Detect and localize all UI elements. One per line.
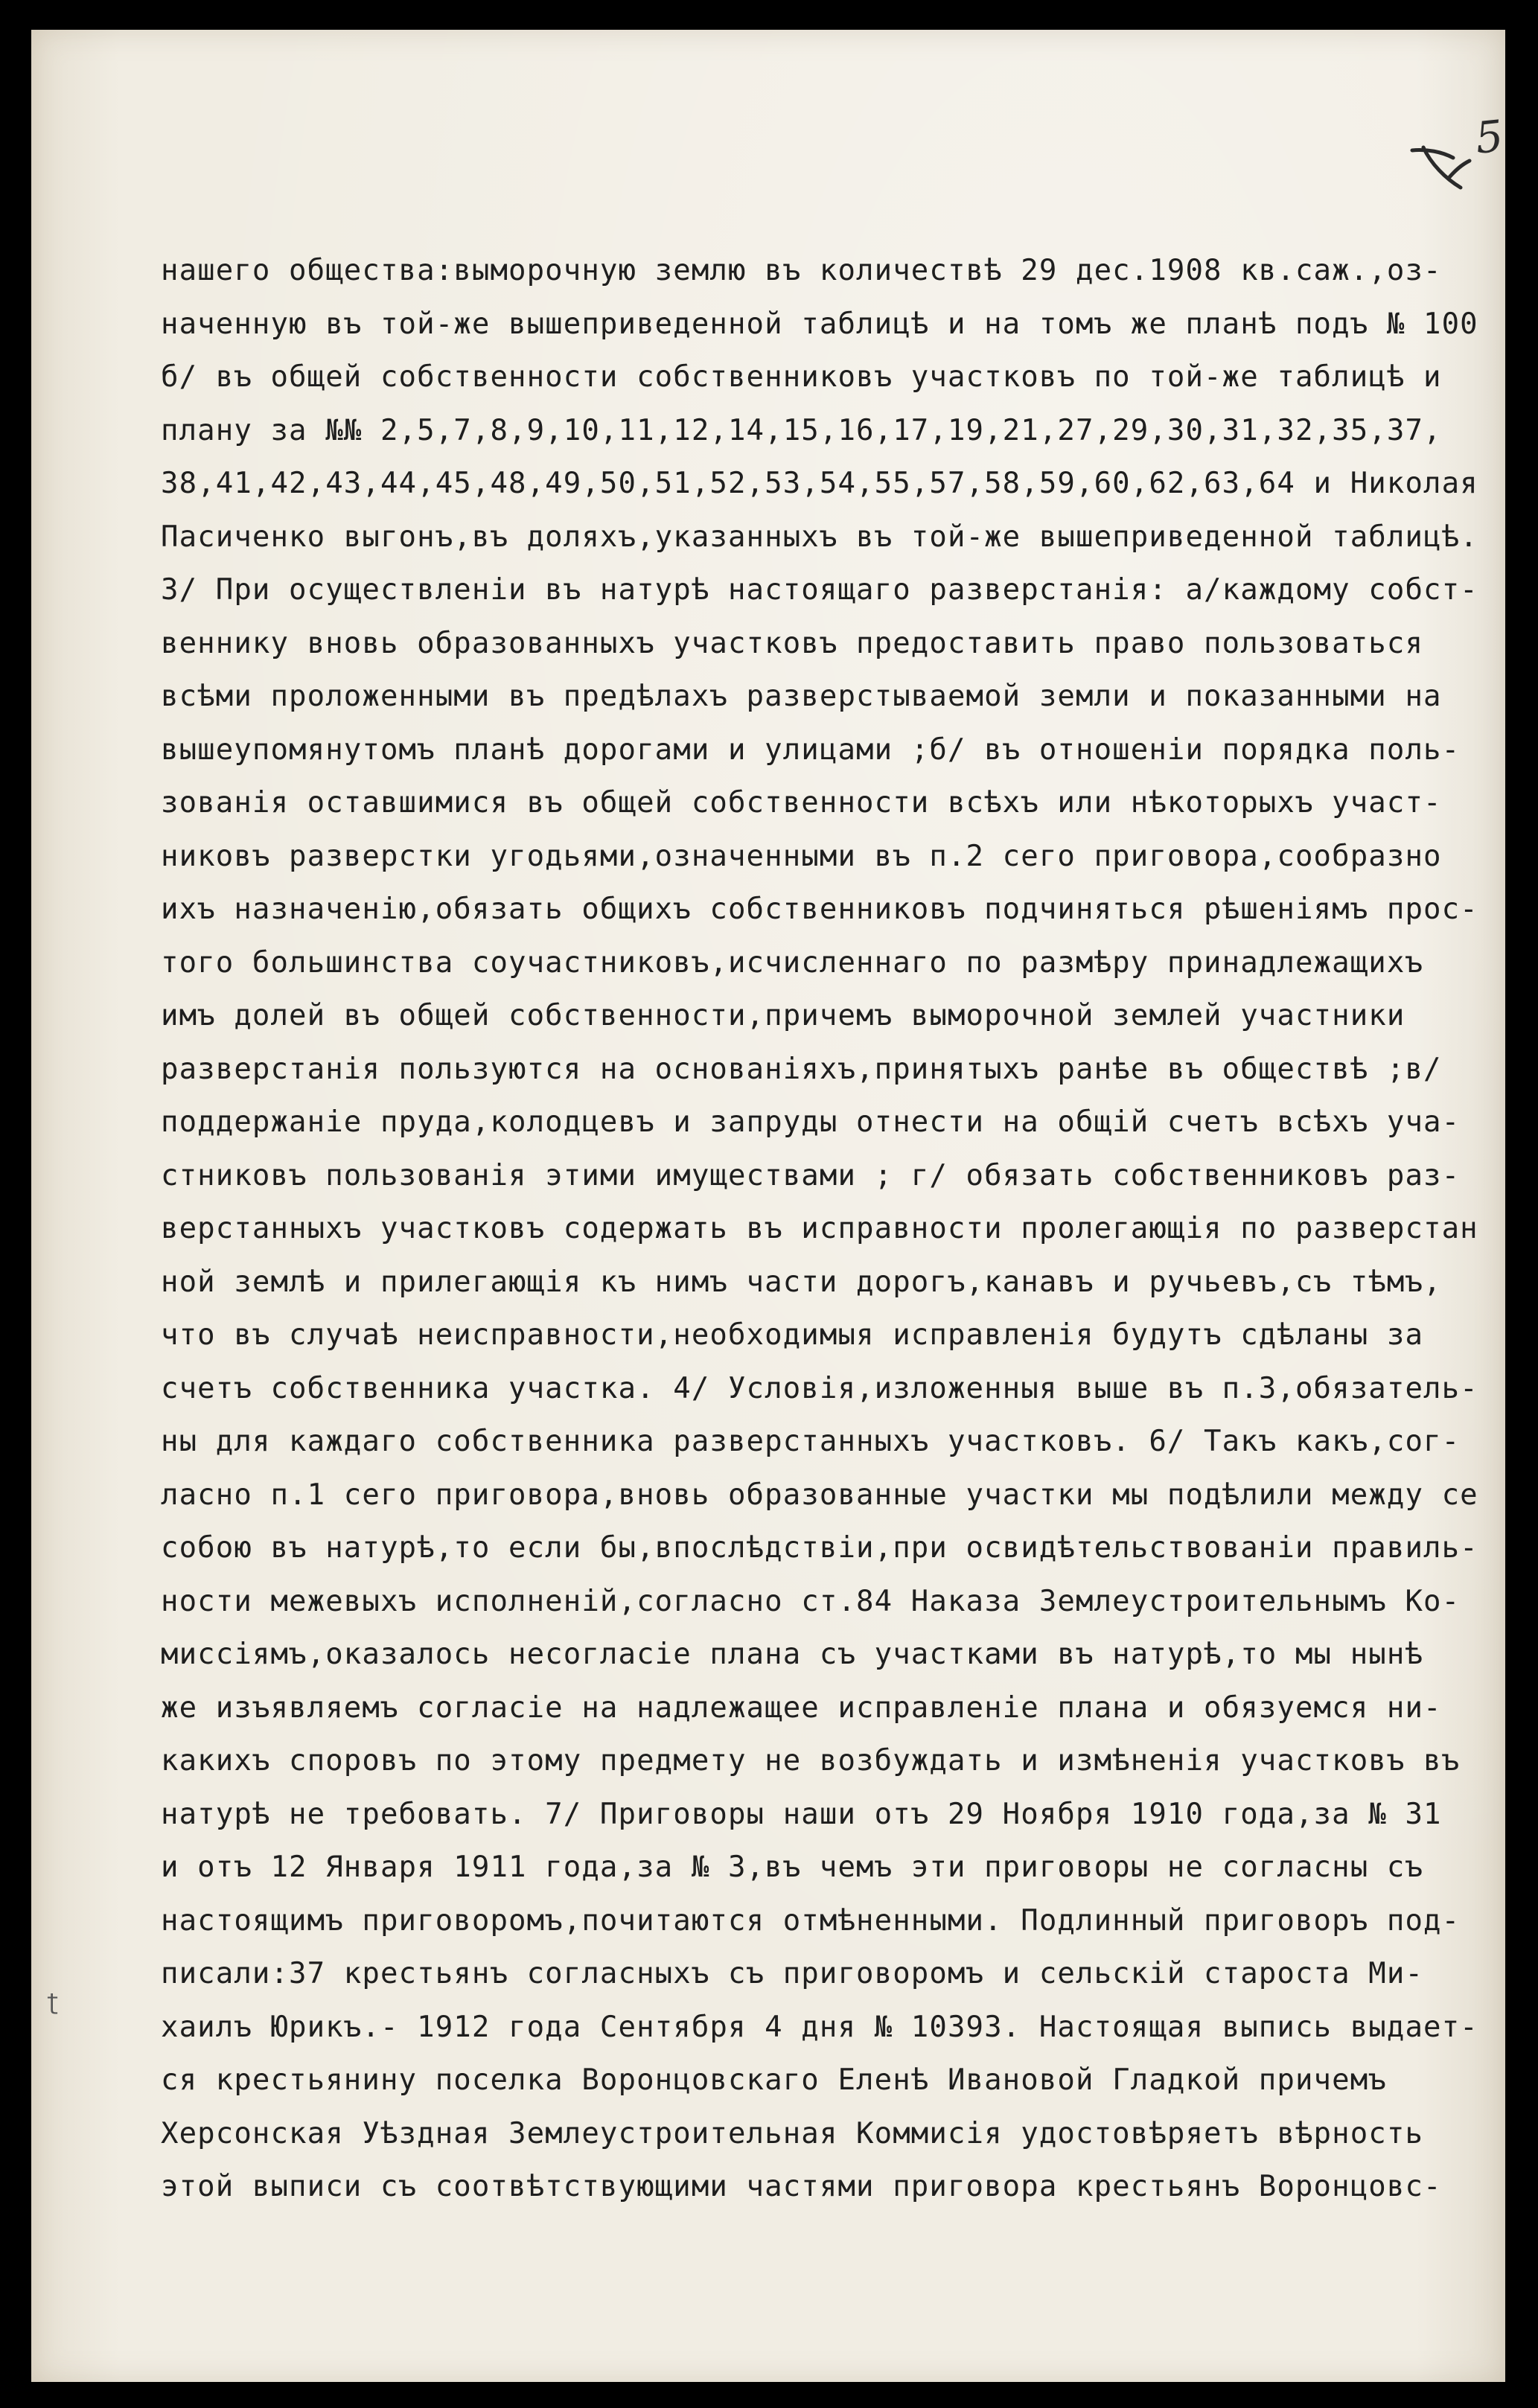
- text-line: же изъявляемъ согласіе на надлежащее исправленіе плана и обязуемся ни-: [161, 1690, 1442, 1725]
- text-line: б/ въ общей собственности собственниковъ участковъ по той-же таблицѣ и: [161, 360, 1442, 394]
- text-line: Пасиченко выгонъ,въ доляхъ,указанныхъ въ той-же вышеприведенной таблицѣ.: [161, 520, 1478, 554]
- text-line: ласно п.1 сего приговора,вновь образованные участки мы подѣлили между се: [161, 1478, 1478, 1512]
- text-line: всѣми проложенными въ предѣлахъ разверстываемой земли и показанными на: [161, 680, 1442, 713]
- text-line: нашего общества:выморочную землю въ количествѣ 29 дес.1908 кв.саж.,оз-: [161, 254, 1442, 287]
- text-line: ся крестьянину поселка Воронцовскаго Еленѣ Ивановой Гладкой причемъ: [161, 2063, 1387, 2097]
- margin-mark: ʈ: [46, 1989, 60, 2015]
- text-line: стниковъ пользованія этими имуществами ; г/ обязать собственниковъ раз-: [161, 1158, 1461, 1192]
- text-line: счетъ собственника участка. 4/ Условія,изложенныя выше въ п.3,обязатель-: [161, 1371, 1478, 1405]
- text-line: плану за №№ 2,5,7,8,9,10,11,12,14,15,16,17,19,21,27,29,30,31,32,35,37,: [161, 413, 1442, 447]
- text-line: какихъ споровъ по этому предмету не возбуждать и измѣненія участковъ въ: [161, 1744, 1461, 1778]
- text-line: имъ долей въ общей собственности,причемъ выморочной землей участники: [161, 999, 1405, 1032]
- text-line: Херсонская Уѣздная Землеустроительная Коммисія удостовѣряетъ вѣрность: [161, 2116, 1424, 2150]
- text-line: зованія оставшимися въ общей собственности всѣхъ или нѣкоторыхъ участ-: [161, 786, 1442, 820]
- text-line: верстанныхъ участковъ содержать въ исправности пролегающія по разверстан: [161, 1212, 1478, 1245]
- text-line: того большинства соучастниковъ,исчисленнаго по размѣру принадлежащихъ: [161, 945, 1424, 980]
- text-line: ны для каждаго собственника разверстанныхъ участковъ. 6/ Такъ какъ,сог-: [161, 1425, 1461, 1458]
- text-line: веннику вновь образованныхъ участковъ предоставить право пользоваться: [161, 626, 1424, 660]
- text-line: вышеупомянутомъ планѣ дорогами и улицами ;б/ въ отношеніи порядка поль-: [161, 732, 1461, 767]
- text-line: ности межевыхъ исполненій,согласно ст.84 Наказа Землеустроительнымъ Ко-: [161, 1584, 1461, 1618]
- text-line: миссіямъ,оказалось несогласіе плана съ участками въ натурѣ,то мы нынѣ: [161, 1638, 1424, 1671]
- text-line: ихъ назначенію,обязать общихъ собственниковъ подчиняться рѣшеніямъ прос-: [161, 892, 1478, 926]
- text-line: поддержаніе пруда,колодцевъ и запруды отнести на общій счетъ всѣхъ уча-: [161, 1105, 1461, 1139]
- page-number: 5: [1472, 110, 1506, 164]
- text-line: 3/ При осуществленіи въ натурѣ настоящаго разверстанія: а/каждому собст-: [161, 573, 1478, 607]
- text-line: ной землѣ и прилегающія къ нимъ части дорогъ,канавъ и ручьевъ,съ тѣмъ,: [161, 1265, 1442, 1299]
- text-line: и отъ 12 Января 1911 года,за № 3,въ чемъ эти приговоры не согласны съ: [161, 1850, 1424, 1884]
- text-line: писали:37 крестьянъ согласныхъ съ приговоромъ и сельскій староста Ми-: [161, 1957, 1424, 1990]
- text-line: разверстанія пользуются на основаніяхъ,принятыхъ ранѣе въ обществѣ ;в/: [161, 1052, 1442, 1086]
- text-line: хаилъ Юрикъ.- 1912 года Сентября 4 дня № 10393. Настоящая выпись выдает-: [161, 2010, 1478, 2044]
- text-line: собою въ натурѣ,то если бы,впослѣдствіи,при освидѣтельствованіи правиль-: [161, 1531, 1478, 1565]
- handwritten-check-mark-icon: [1408, 141, 1475, 194]
- text-line: никовъ разверстки угодьями,означенными въ п.2 сего приговора,сообразно: [161, 839, 1442, 873]
- text-line: 38,41,42,43,44,45,48,49,50,51,52,53,54,55,57,58,59,60,62,63,64 и Николая: [161, 467, 1478, 500]
- text-line: натурѣ не требовать. 7/ Приговоры наши отъ 29 Ноября 1910 года,за № 31: [161, 1797, 1442, 1831]
- text-line: что въ случаѣ неисправности,необходимыя исправленія будутъ сдѣланы за: [161, 1318, 1424, 1352]
- text-line: настоящимъ приговоромъ,почитаются отмѣненными. Подлинный приговоръ под-: [161, 1903, 1461, 1938]
- document-text: [161, 244, 1501, 2214]
- text-line: наченную въ той-же вышеприведенной таблицѣ и на томъ же планѣ подъ № 100: [161, 307, 1478, 341]
- text-line: этой выписи съ соотвѣтствующими частями приговора крестьянъ Воронцовс-: [161, 2170, 1442, 2203]
